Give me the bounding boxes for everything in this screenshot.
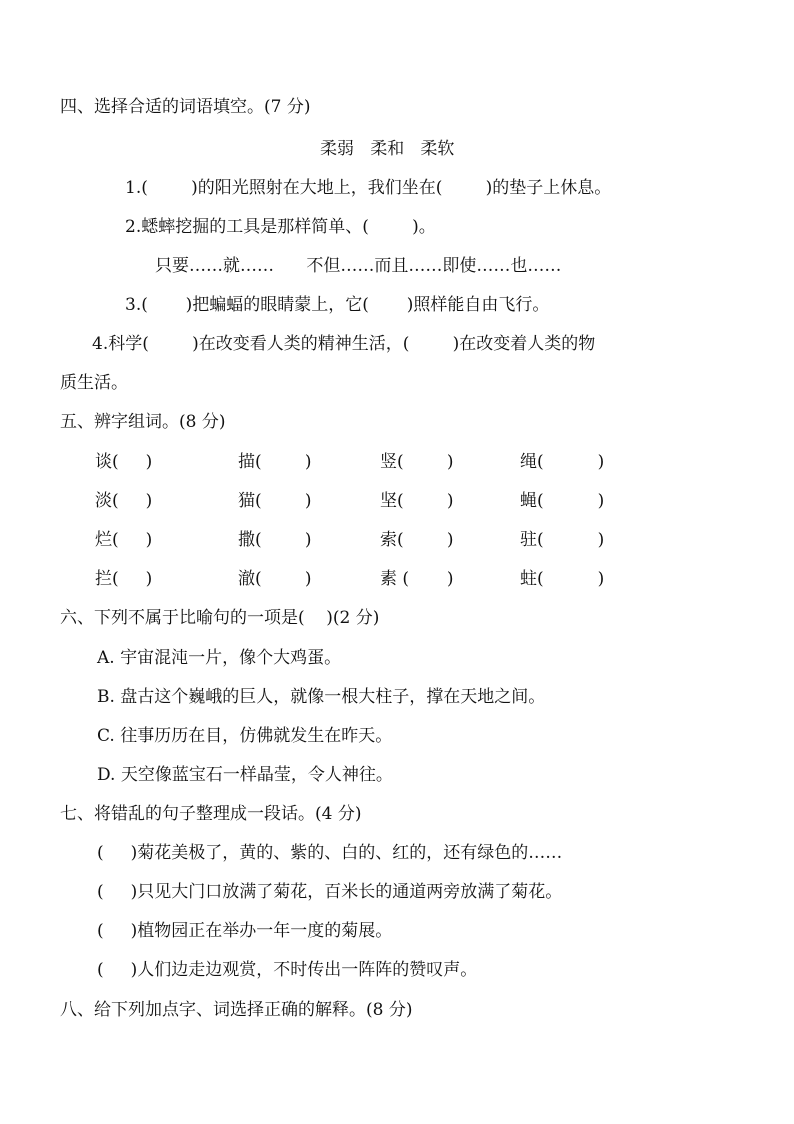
char-item: 索( ): [380, 530, 454, 550]
char-item: 绳( ): [520, 452, 605, 472]
char-item: 拦( ): [95, 569, 153, 589]
option-d: D. 天空像蓝宝石一样晶莹，令人神往。: [97, 765, 393, 785]
question-4-3: 3.( )把蝙蝠的眼睛蒙上，它( )照样能自由飞行。: [125, 295, 550, 315]
section-7-heading: 七、将错乱的句子整理成一段话。(4 分): [60, 804, 362, 824]
sentence-item: ( )人们边走边观赏，不时传出一阵阵的赞叹声。: [97, 960, 478, 980]
char-item: 描( ): [238, 452, 312, 472]
question-4-2: 2.蟋蟀挖掘的工具是那样简单、( )。: [125, 217, 436, 237]
section-4-heading: 四、选择合适的词语填空。(7 分): [60, 97, 311, 117]
section-6-heading: 六、下列不属于比喻句的一项是( )(2 分): [60, 608, 380, 628]
char-item: 淡( ): [95, 491, 153, 511]
option-b: B. 盘古这个巍峨的巨人，就像一根大柱子，撑在天地之间。: [97, 687, 546, 707]
section-8-heading: 八、给下列加点字、词选择正确的解释。(8 分): [60, 1000, 413, 1020]
word-bank-2: 只要……就…… 不但……而且……即使……也……: [155, 256, 562, 276]
char-item: 澈( ): [238, 569, 312, 589]
sentence-item: ( )只见大门口放满了菊花，百米长的通道两旁放满了菊花。: [97, 882, 563, 902]
option-c: C. 往事历历在目，仿佛就发生在昨天。: [97, 726, 393, 746]
sentence-item: ( )植物园正在举办一年一度的菊展。: [97, 921, 393, 941]
char-item: 撒( ): [238, 530, 312, 550]
sentence-item: ( )菊花美极了，黄的、紫的、白的、红的，还有绿色的……: [97, 843, 563, 863]
char-item: 烂( ): [95, 530, 153, 550]
char-item: 竖( ): [380, 452, 454, 472]
option-a: A. 宇宙混沌一片，像个大鸡蛋。: [97, 648, 342, 668]
word-bank-1: 柔弱 柔和 柔软: [320, 139, 455, 159]
char-item: 坚( ): [380, 491, 454, 511]
char-item: 蝇( ): [520, 491, 605, 511]
char-item: 驻( ): [520, 530, 605, 550]
question-4-1: 1.( )的阳光照射在大地上，我们坐在( )的垫子上休息。: [125, 178, 612, 198]
question-4-4-line-1: 4.科学( )在改变看人类的精神生活，( )在改变着人类的物: [92, 334, 596, 354]
char-item: 素 ( ): [380, 569, 454, 589]
char-item: 谈( ): [95, 452, 153, 472]
char-item: 猫( ): [238, 491, 312, 511]
char-item: 蛀( ): [520, 569, 605, 589]
question-4-4-line-2: 质生活。: [60, 373, 128, 393]
section-5-heading: 五、辨字组词。(8 分): [60, 412, 226, 432]
